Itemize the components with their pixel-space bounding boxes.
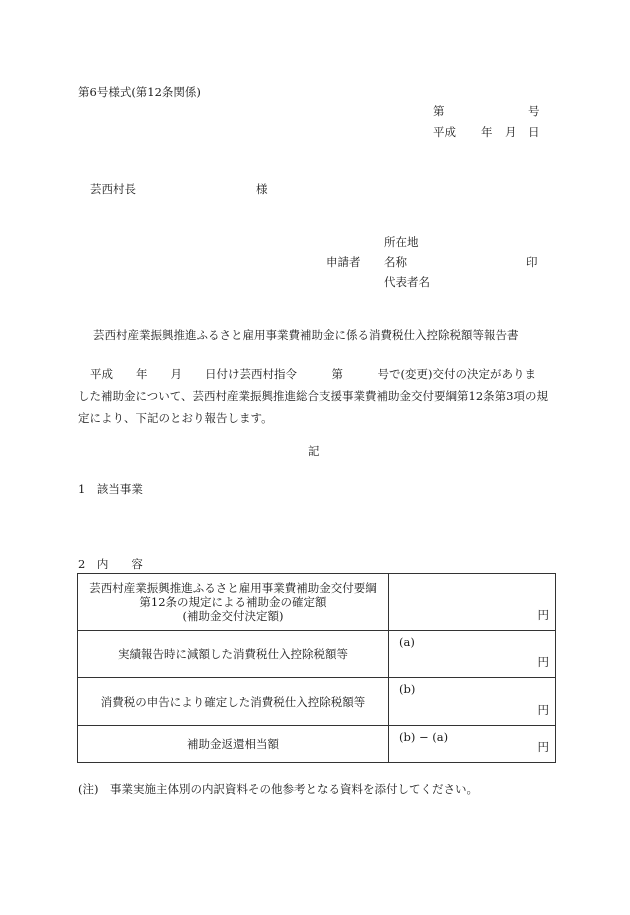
- table-row: [78, 574, 556, 631]
- footnote: (注) 事業実施主体別の内訳資料その他参考となる資料を添付してください。: [78, 782, 478, 796]
- cell-tag: (a): [399, 635, 415, 649]
- date-year: 年: [481, 125, 493, 139]
- section-2-heading: 2 内 容: [78, 557, 143, 571]
- body-line: 定により、下記のとおり報告します。: [78, 411, 273, 425]
- table-row: [78, 726, 556, 763]
- yen-unit: 円: [537, 655, 549, 669]
- table-row: [78, 678, 556, 726]
- document-number-prefix: 第: [433, 104, 445, 118]
- body-paragraph: [78, 363, 552, 429]
- applicant-role: 申請者: [326, 255, 361, 269]
- yen-unit: 円: [537, 608, 549, 622]
- row-label-confirmed-tax: 消費税の申告により確定した消費税仕入控除税額等: [78, 678, 389, 726]
- date-era: 平成: [433, 125, 456, 139]
- amount-table: [77, 573, 556, 763]
- body-line: した補助金について、芸西村産業振興推進総合支援事業費補助金交付要綱第12条第3項の規: [78, 389, 548, 403]
- confirmed-tax-cell: [389, 678, 556, 726]
- seal-mark: 印: [526, 255, 538, 269]
- refund-amount-cell: [389, 726, 556, 763]
- ki-heading: 記: [308, 444, 320, 458]
- confirmed-amount-cell: [389, 574, 556, 631]
- date-day: 日: [528, 125, 540, 139]
- applicant-name-label: 名称: [384, 255, 407, 269]
- applicant-address-label: 所在地: [384, 235, 419, 249]
- yen-unit: 円: [537, 703, 549, 717]
- applicant-representative-label: 代表者名: [384, 275, 430, 289]
- body-line: 平成 年 月 日付け芸西村指令 第 号で(変更)交付の決定がありま: [90, 367, 536, 381]
- addressee-honorific: 様: [256, 182, 268, 196]
- document-number-suffix: 号: [528, 104, 540, 118]
- cell-tag: (b) − (a): [399, 730, 449, 744]
- yen-unit: 円: [537, 740, 549, 754]
- document-title: 芸西村産業振興推進ふるさと雇用事業費補助金に係る消費税仕入控除税額等報告書: [93, 328, 519, 342]
- row-label-confirmed-amount: 芸西村産業振興推進ふるさと雇用事業費補助金交付要綱 第12条の規定による補助金の確定額 (補助金交付決定額): [78, 574, 389, 631]
- table-row: [78, 631, 556, 678]
- addressee-name: 芸西村長: [90, 182, 136, 196]
- row-label-reduced-tax: 実績報告時に減額した消費税仕入控除税額等: [78, 631, 389, 678]
- cell-tag: (b): [399, 682, 416, 696]
- form-number-label: 第6号様式(第12条関係): [78, 85, 201, 99]
- reduced-tax-cell: [389, 631, 556, 678]
- date-month: 月: [505, 125, 517, 139]
- section-1-heading: 1 該当事業: [78, 482, 143, 496]
- row-label-refund-amount: 補助金返還相当額: [78, 726, 389, 763]
